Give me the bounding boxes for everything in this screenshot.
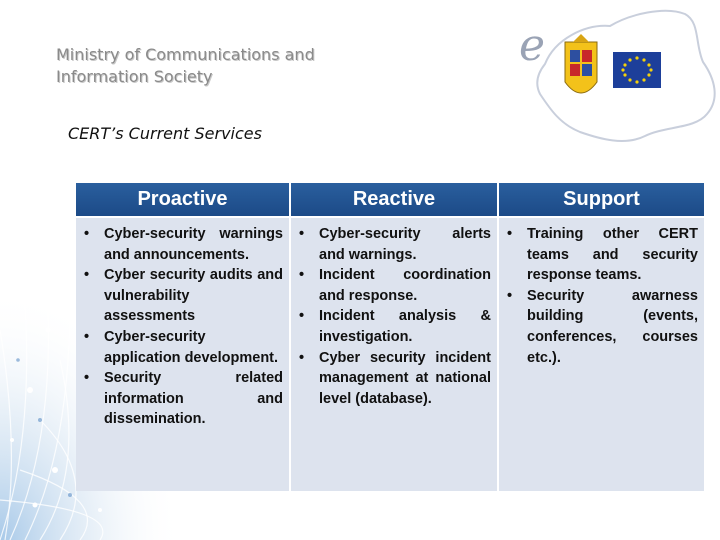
reactive-header: Reactive bbox=[291, 183, 497, 216]
coat-of-arms-icon bbox=[565, 34, 597, 93]
bullet-icon: • bbox=[299, 308, 305, 325]
list-item bbox=[295, 224, 491, 265]
list-item bbox=[503, 224, 698, 286]
logo-letter-e: e bbox=[519, 20, 546, 71]
support-list bbox=[503, 224, 698, 368]
bullet-icon: • bbox=[299, 349, 305, 366]
support-header: Support bbox=[499, 183, 704, 216]
proactive-list bbox=[80, 224, 283, 430]
list-item-text: Incident analysis & investigation. bbox=[319, 308, 491, 345]
eu-flag-icon bbox=[613, 52, 661, 88]
list-item-text: Cyber-security warnings and announcements. bbox=[104, 226, 283, 263]
bullet-icon: • bbox=[84, 370, 90, 387]
list-item bbox=[503, 286, 698, 368]
list-item bbox=[295, 306, 491, 347]
bullet-icon: • bbox=[299, 267, 305, 284]
e-romania-logo bbox=[515, 4, 720, 154]
list-item-text: Training other CERT teams and security response teams. bbox=[527, 226, 698, 284]
list-item-text: Security related information and dissemination. bbox=[104, 370, 283, 428]
list-item bbox=[80, 224, 283, 265]
bullet-icon: • bbox=[84, 328, 90, 345]
list-item bbox=[80, 327, 283, 368]
list-item-text: Security awarness building (events, conferences, courses etc.). bbox=[527, 287, 698, 366]
list-item bbox=[80, 265, 283, 327]
list-item-text: Incident coordination and response. bbox=[319, 267, 491, 304]
list-item bbox=[80, 368, 283, 430]
bullet-icon: • bbox=[507, 287, 513, 304]
support-cell bbox=[499, 218, 704, 491]
list-item bbox=[295, 265, 491, 306]
proactive-column bbox=[76, 183, 289, 491]
bullet-icon: • bbox=[299, 226, 305, 242]
bullet-icon: • bbox=[84, 267, 90, 284]
list-item-text: Cyber-security application development. bbox=[104, 328, 279, 366]
list-item-text: Cyber security incident management at national level (database). bbox=[319, 349, 491, 407]
proactive-cell bbox=[76, 218, 289, 491]
services-table bbox=[76, 183, 704, 491]
list-item bbox=[295, 348, 491, 410]
reactive-column bbox=[291, 183, 497, 491]
ministry-name-line1: Ministry of Communications and bbox=[56, 45, 315, 64]
proactive-header: Proactive bbox=[76, 183, 289, 216]
ministry-name bbox=[56, 44, 315, 88]
reactive-list bbox=[295, 224, 491, 409]
support-column bbox=[499, 183, 704, 491]
bullet-icon: • bbox=[507, 226, 513, 242]
list-item-text: Cyber-security alerts and warnings. bbox=[319, 226, 491, 263]
list-item-text: Cyber security audits and vulnerability assessments bbox=[104, 267, 283, 325]
reactive-cell bbox=[291, 218, 497, 491]
ministry-name-line2: Information Society bbox=[56, 67, 213, 86]
page-title: CERT’s Current Services bbox=[68, 124, 262, 143]
bullet-icon: • bbox=[84, 226, 90, 242]
